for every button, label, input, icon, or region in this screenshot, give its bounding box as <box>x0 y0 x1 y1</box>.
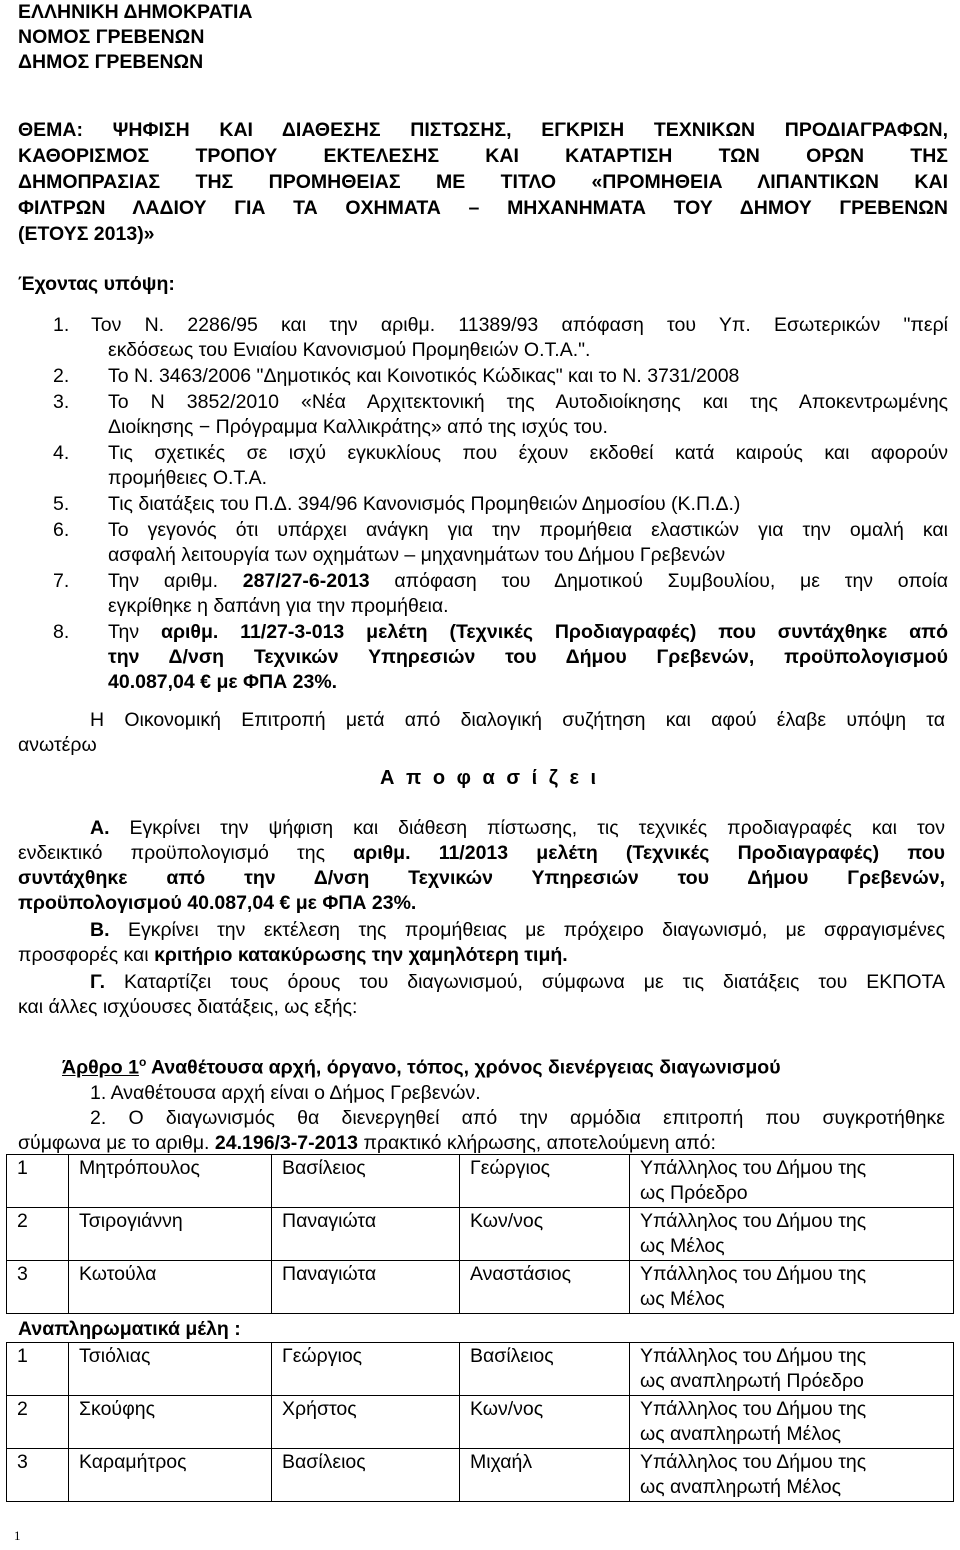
member-number: 2 <box>7 1396 69 1449</box>
list-item <box>18 620 948 695</box>
list-item-number: 2. <box>53 365 70 387</box>
list-item-text: προμήθειες Ο.Τ.Α. <box>108 467 268 489</box>
list-item-text: απόφαση του Δημοτικού Συμβουλίου, με την οποία <box>369 570 948 592</box>
decides-heading: Α π ο φ α σ ί ζ ε ι <box>380 767 600 789</box>
decision-label: Γ. <box>90 971 105 993</box>
article-number: Άρθρο 1 <box>62 1056 139 1079</box>
member-surname: Καραμήτρος <box>69 1449 272 1502</box>
member-role-line: ως αναπληρωτή Μέλος <box>640 1476 842 1498</box>
member-role <box>630 1208 954 1261</box>
decision-a <box>18 816 945 916</box>
member-name: Βασίλειος <box>272 1155 460 1208</box>
list-item <box>18 441 948 491</box>
paragraph-line: προϋπολογισμού 40.087,04 € με ΦΠΑ 23%. <box>18 892 417 914</box>
member-role <box>630 1396 954 1449</box>
paragraph-line: πρακτικό κλήρωσης, αποτελούμενη από: <box>358 1131 716 1154</box>
member-role-line: Υπάλληλος του Δήμου της <box>640 1210 867 1232</box>
list-item-text: εκδόσεως του Ενιαίου Κανονισμού Προμηθειών Ο.Τ.Α.". <box>108 339 591 361</box>
header-municipality: ΔΗΜΟΣ ΓΡΕΒΕΝΩΝ <box>18 51 204 73</box>
document-header <box>18 0 253 75</box>
member-role-line: ως Μέλος <box>640 1288 725 1310</box>
committee-paragraph <box>18 708 945 758</box>
subject-block <box>18 117 948 247</box>
member-role-line: ως αναπληρωτή Μέλος <box>640 1423 842 1445</box>
member-name: Παναγιώτα <box>272 1208 460 1261</box>
list-item-number: 6. <box>53 519 70 541</box>
member-role-line: ως αναπληρωτή Πρόεδρο <box>640 1370 864 1392</box>
list-item-text: Διοίκησης − Πρόγραμμα Καλλικράτης» από της ισχύς του. <box>108 416 608 438</box>
list-item-text: Τις σχετικές σε ισχύ εγκυκλίους που έχουν εκδοθεί κατά καιρούς και αφορούν <box>108 442 948 464</box>
table-row <box>7 1155 954 1208</box>
list-item-text: Τις διατάξεις του Π.Δ. 394/96 Κανονισμός Προμηθειών Δημοσίου (Κ.Π.Δ.) <box>108 493 741 515</box>
table-row <box>7 1343 954 1396</box>
member-role-line: Υπάλληλος του Δήμου της <box>640 1451 867 1473</box>
list-item <box>18 518 948 568</box>
study-reference: αριθμ. 11/2013 μελέτη (Τεχνικές Προδιαγραφές) που <box>353 842 945 864</box>
list-item <box>18 569 948 619</box>
lottery-reference: 24.196/3-7-2013 <box>214 1131 359 1154</box>
member-role-line: ως Μέλος <box>640 1235 725 1257</box>
subject-line: ΦΙΛΤΡΩΝ ΛΑΔΙΟΥ ΓΙΑ ΤΑ ΟΧΗΜΑΤΑ – ΜΗΧΑΝΗΜΑΤΑ ΤΟΥ ΔΗΜΟΥ ΓΡΕΒΕΝΩΝ <box>18 197 948 219</box>
member-number: 1 <box>7 1155 69 1208</box>
vat-text: με ΦΠΑ 23%. <box>211 671 338 693</box>
member-surname: Τσιόλιας <box>69 1343 272 1396</box>
header-country: ΕΛΛΗΝΙΚΗ ΔΗΜΟΚΡΑΤΙΑ <box>18 1 253 23</box>
decision-label: Β. <box>90 919 110 941</box>
paragraph-line: ενδεικτικό προϋπολογισμό της <box>18 842 354 864</box>
member-number: 1 <box>7 1343 69 1396</box>
member-surname: Κωτούλα <box>69 1261 272 1314</box>
paragraph-line: Εγκρίνει την ψήφιση και διάθεση πίστωσης, τις τεχνικές προδιαγραφές και τον <box>109 817 945 839</box>
member-role-line: Υπάλληλος του Δήμου της <box>640 1263 867 1285</box>
list-item-text: Την αριθμ. <box>108 570 243 592</box>
paragraph-line: Καταρτίζει τους όρους του διαγωνισμού, σύμφωνα με τις διατάξεις του ΕΚΠΟΤΑ <box>105 971 945 993</box>
subject-line: ΘΕΜΑ: ΨΗΦΙΣΗ ΚΑΙ ΔΙΑΘΕΣΗΣ ΠΙΣΤΩΣΗΣ, ΕΓΚΡΙΣΗ ΤΕΧΝΙΚΩΝ ΠΡΟΔΙΑΓΡΑΦΩΝ, <box>18 119 948 141</box>
member-father-name: Βασίλειος <box>460 1343 630 1396</box>
table-row <box>7 1261 954 1314</box>
alternate-members-table <box>6 1342 954 1502</box>
member-name: Βασίλειος <box>272 1449 460 1502</box>
list-item-number: 8. <box>53 621 70 643</box>
member-number: 2 <box>7 1208 69 1261</box>
member-role <box>630 1343 954 1396</box>
list-item-text: Το Ν 3852/2010 «Νέα Αρχιτεκτονική της Αυτοδιοίκησης και της Αποκεντρωμένης <box>108 391 948 413</box>
subject-line: ΚΑΘΟΡΙΣΜΟΣ ΤΡΟΠΟΥ ΕΚΤΕΛΕΣΗΣ ΚΑΙ ΚΑΤΑΡΤΙΣΗ ΤΩΝ ΟΡΩΝ ΤΗΣ <box>18 145 948 167</box>
list-item-text: εγκρίθηκε η δαπάνη για την προμήθεια. <box>108 595 449 617</box>
table-row <box>7 1208 954 1261</box>
header-prefecture: ΝΟΜΟΣ ΓΡΕΒΕΝΩΝ <box>18 26 205 48</box>
considering-heading: Έχοντας υπόψη: <box>18 273 175 295</box>
member-father-name: Γεώργιος <box>460 1155 630 1208</box>
member-surname: Σκούφης <box>69 1396 272 1449</box>
member-role-line: Υπάλληλος του Δήμου της <box>640 1398 867 1420</box>
list-item-number: 3. <box>53 391 70 413</box>
member-name: Γεώργιος <box>272 1343 460 1396</box>
member-surname: Τσιρογιάννη <box>69 1208 272 1261</box>
member-father-name: Αναστάσιος <box>460 1261 630 1314</box>
table-row <box>7 1396 954 1449</box>
paragraph-line: 2. Ο διαγωνισμός θα διενεργηθεί από την αρμόδια επιτροπή που συγκροτήθηκε <box>90 1106 945 1129</box>
paragraph-line: Η Οικονομική Επιτροπή μετά από διαλογική συζήτηση και αφού έλαβε υπόψη τα <box>90 709 945 731</box>
paragraph-line: προσφορές και <box>18 944 155 966</box>
award-criterion: κριτήριο κατακύρωσης την χαμηλότερη τιμή. <box>154 944 568 966</box>
study-reference: αριθμ. 11/27-3-013 μελέτη (Τεχνικές Προδιαγραφές) που συντάχθηκε από <box>160 621 948 643</box>
decision-label: Α. <box>90 817 110 839</box>
member-role <box>630 1261 954 1314</box>
list-item-text: Το γεγονός ότι υπάρχει ανάγκη για την προμήθεια ελαστικών για την ομαλή και <box>108 519 948 541</box>
member-role <box>630 1449 954 1502</box>
list-item <box>18 313 948 363</box>
list-item-number: 1. <box>53 314 70 336</box>
page-number: 1 <box>14 1528 21 1543</box>
list-item-text: Την <box>108 621 161 643</box>
alternates-label: Αναπληρωματικά μέλη : <box>18 1318 241 1340</box>
list-item-text: ασφαλή λειτουργία των οχημάτων – μηχανημάτων του Δήμου Γρεβενών <box>108 544 726 566</box>
list-item-text: την Δ/νση Τεχνικών Υπηρεσιών του Δήμου Γρεβενών, προϋπολογισμού <box>108 646 948 668</box>
paragraph-line: Εγκρίνει την εκτέλεση της προμήθειας με πρόχειρο διαγωνισμό, με σφραγισμένες <box>109 919 945 941</box>
member-role <box>630 1155 954 1208</box>
committee-members-table <box>6 1154 954 1314</box>
member-role-line: Υπάλληλος του Δήμου της <box>640 1157 867 1179</box>
decision-c <box>18 970 945 1020</box>
budget-amount: 40.087,04 <box>108 671 201 693</box>
member-role-line: Υπάλληλος του Δήμου της <box>640 1345 867 1367</box>
paragraph-line: και άλλες ισχύουσες διατάξεις, ως εξής: <box>18 996 358 1018</box>
article-title: Αναθέτουσα αρχή, όργανο, τόπος, χρόνος διενέργειας διαγωνισμού <box>146 1056 781 1079</box>
member-father-name: Μιχαήλ <box>460 1449 630 1502</box>
member-father-name: Κων/νος <box>460 1396 630 1449</box>
list-item-number: 7. <box>53 570 70 592</box>
subject-line: (ΕΤΟΥΣ 2013)» <box>18 223 155 245</box>
member-role-line: ως Πρόεδρο <box>640 1182 748 1204</box>
decision-reference: 287/27-6-2013 <box>242 570 370 592</box>
list-item-number: 4. <box>53 442 70 464</box>
paragraph-line: 1. Αναθέτουσα αρχή είναι ο Δήμος Γρεβενών. <box>90 1081 481 1104</box>
member-name: Χρήστος <box>272 1396 460 1449</box>
table-row <box>7 1449 954 1502</box>
paragraph-line: σύμφωνα με το αριθμ. <box>18 1131 215 1154</box>
list-item-number: 5. <box>53 493 70 515</box>
subject-line: ΔΗΜΟΠΡΑΣΙΑΣ ΤΗΣ ΠΡΟΜΗΘΕΙΑΣ ΜΕ ΤΙΤΛΟ «ΠΡΟΜΗΘΕΙΑ ΛΙΠΑΝΤΙΚΩΝ ΚΑΙ <box>18 171 948 193</box>
member-surname: Μητρόπουλος <box>69 1155 272 1208</box>
considerations-list <box>18 313 948 696</box>
list-item <box>18 390 948 440</box>
member-number: 3 <box>7 1449 69 1502</box>
decision-b <box>18 918 945 968</box>
member-father-name: Κων/νος <box>460 1208 630 1261</box>
list-item <box>18 364 948 389</box>
member-number: 3 <box>7 1261 69 1314</box>
member-name: Παναγιώτα <box>272 1261 460 1314</box>
euro-sign: € <box>200 671 212 693</box>
list-item-text: Τον Ν. 2286/95 και την αριθμ. 11389/93 απόφαση του Υπ. Εσωτερικών "περί <box>91 314 948 336</box>
article-1 <box>18 1050 945 1156</box>
article-ordinal: ο <box>138 1055 147 1069</box>
list-item <box>18 492 948 517</box>
paragraph-line: ανωτέρω <box>18 734 97 756</box>
paragraph-line: συντάχθηκε από την Δ/νση Τεχνικών Υπηρεσιών του Δήμου Γρεβενών, <box>18 867 945 889</box>
list-item-text: Το Ν. 3463/2006 "Δημοτικός και Κοινοτικός Κώδικας" και το Ν. 3731/2008 <box>108 365 740 387</box>
